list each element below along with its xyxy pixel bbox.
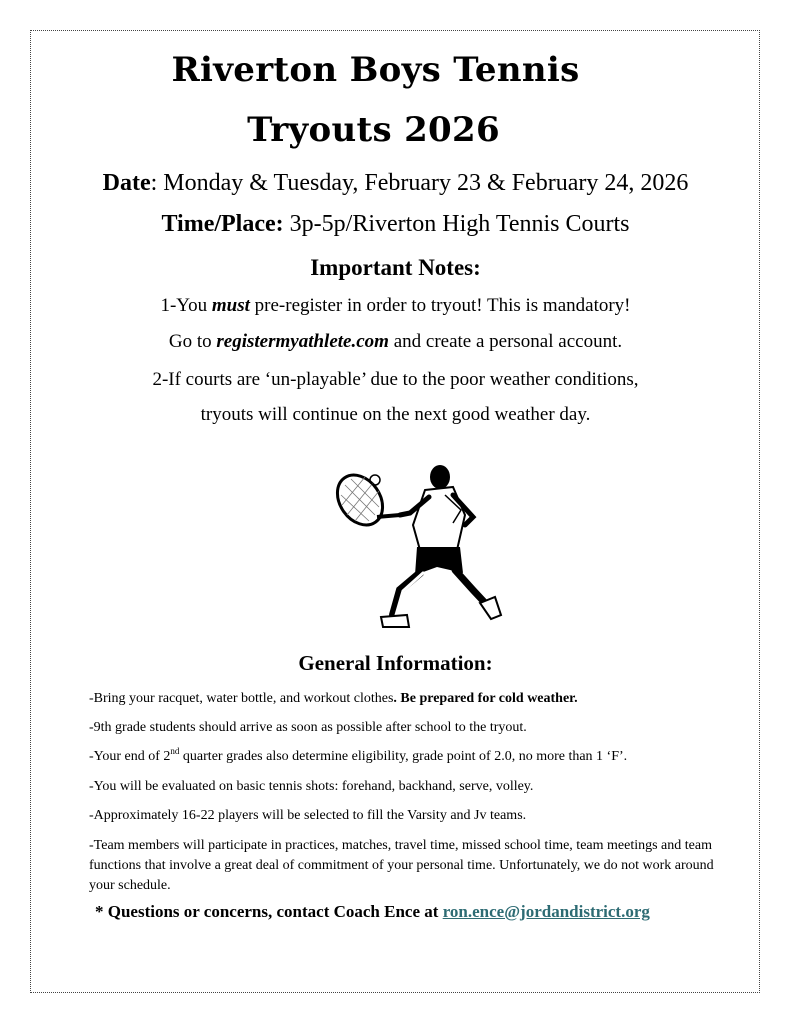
flyer-subtitle: Tryouts 2026 <box>247 110 500 150</box>
general-information-heading: General Information: <box>298 651 493 675</box>
tennis-player-icon <box>325 455 505 645</box>
note-emphasis: must <box>211 295 250 316</box>
date-value: : Monday & Tuesday, February 23 & February 24, 2026 <box>150 170 689 196</box>
info-item-commitment: -Team members will participate in practices, matches, travel time, missed school time, team meetings and team functions that involve a great deal of commitment of your personal time. Unfortunately, we do not work around your schedule. <box>89 838 714 893</box>
note-text: Go to <box>168 331 217 352</box>
contact-text: * Questions or concerns, contact Coach Ence at <box>95 902 443 921</box>
flyer-title: Riverton Boys Tennis <box>171 50 580 90</box>
contact-line <box>95 902 650 922</box>
info-text: -Your end of 2 <box>89 749 171 764</box>
contact-email-link[interactable]: ron.ence@jordandistrict.org <box>442 902 650 921</box>
info-superscript: nd <box>170 746 180 756</box>
info-item-selection: -Approximately 16-22 players will be selected to fill the Varsity and Jv teams. <box>89 808 527 823</box>
info-item-evaluation: -You will be evaluated on basic tennis shots: forehand, backhand, serve, volley. <box>89 779 534 794</box>
note-weather-continued: tryouts will continue on the next good weather day. <box>200 404 591 425</box>
important-notes-heading: Important Notes: <box>310 255 481 280</box>
date-label: Date <box>102 170 151 196</box>
register-site-name: registermyathlete.com <box>216 331 389 352</box>
info-text: quarter grades also determine eligibility, grade point of 2.0, no more than 1 ‘F’. <box>179 749 628 764</box>
note-text: and create a personal account. <box>388 331 623 352</box>
time-place-line <box>0 211 791 238</box>
time-place-label: Time/Place: <box>161 211 284 237</box>
note-text: 1-You <box>160 295 212 316</box>
note-weather: 2-If courts are ‘un-playable’ due to the poor weather conditions, <box>152 369 639 390</box>
info-item-eligibility <box>89 747 729 767</box>
note-preregister <box>0 295 791 317</box>
note-text: pre-register in order to tryout! This is mandatory! <box>249 295 631 316</box>
info-text: -Bring your racquet, water bottle, and workout clothes <box>89 691 394 706</box>
info-item-equipment <box>89 689 729 709</box>
note-register-site <box>0 331 791 353</box>
info-item-arrival: -9th grade students should arrive as soon as possible after school to the tryout. <box>89 720 527 735</box>
time-place-value: 3p-5p/Riverton High Tennis Courts <box>283 211 630 237</box>
date-line <box>0 170 791 197</box>
info-emphasis: . Be prepared for cold weather. <box>393 691 578 706</box>
